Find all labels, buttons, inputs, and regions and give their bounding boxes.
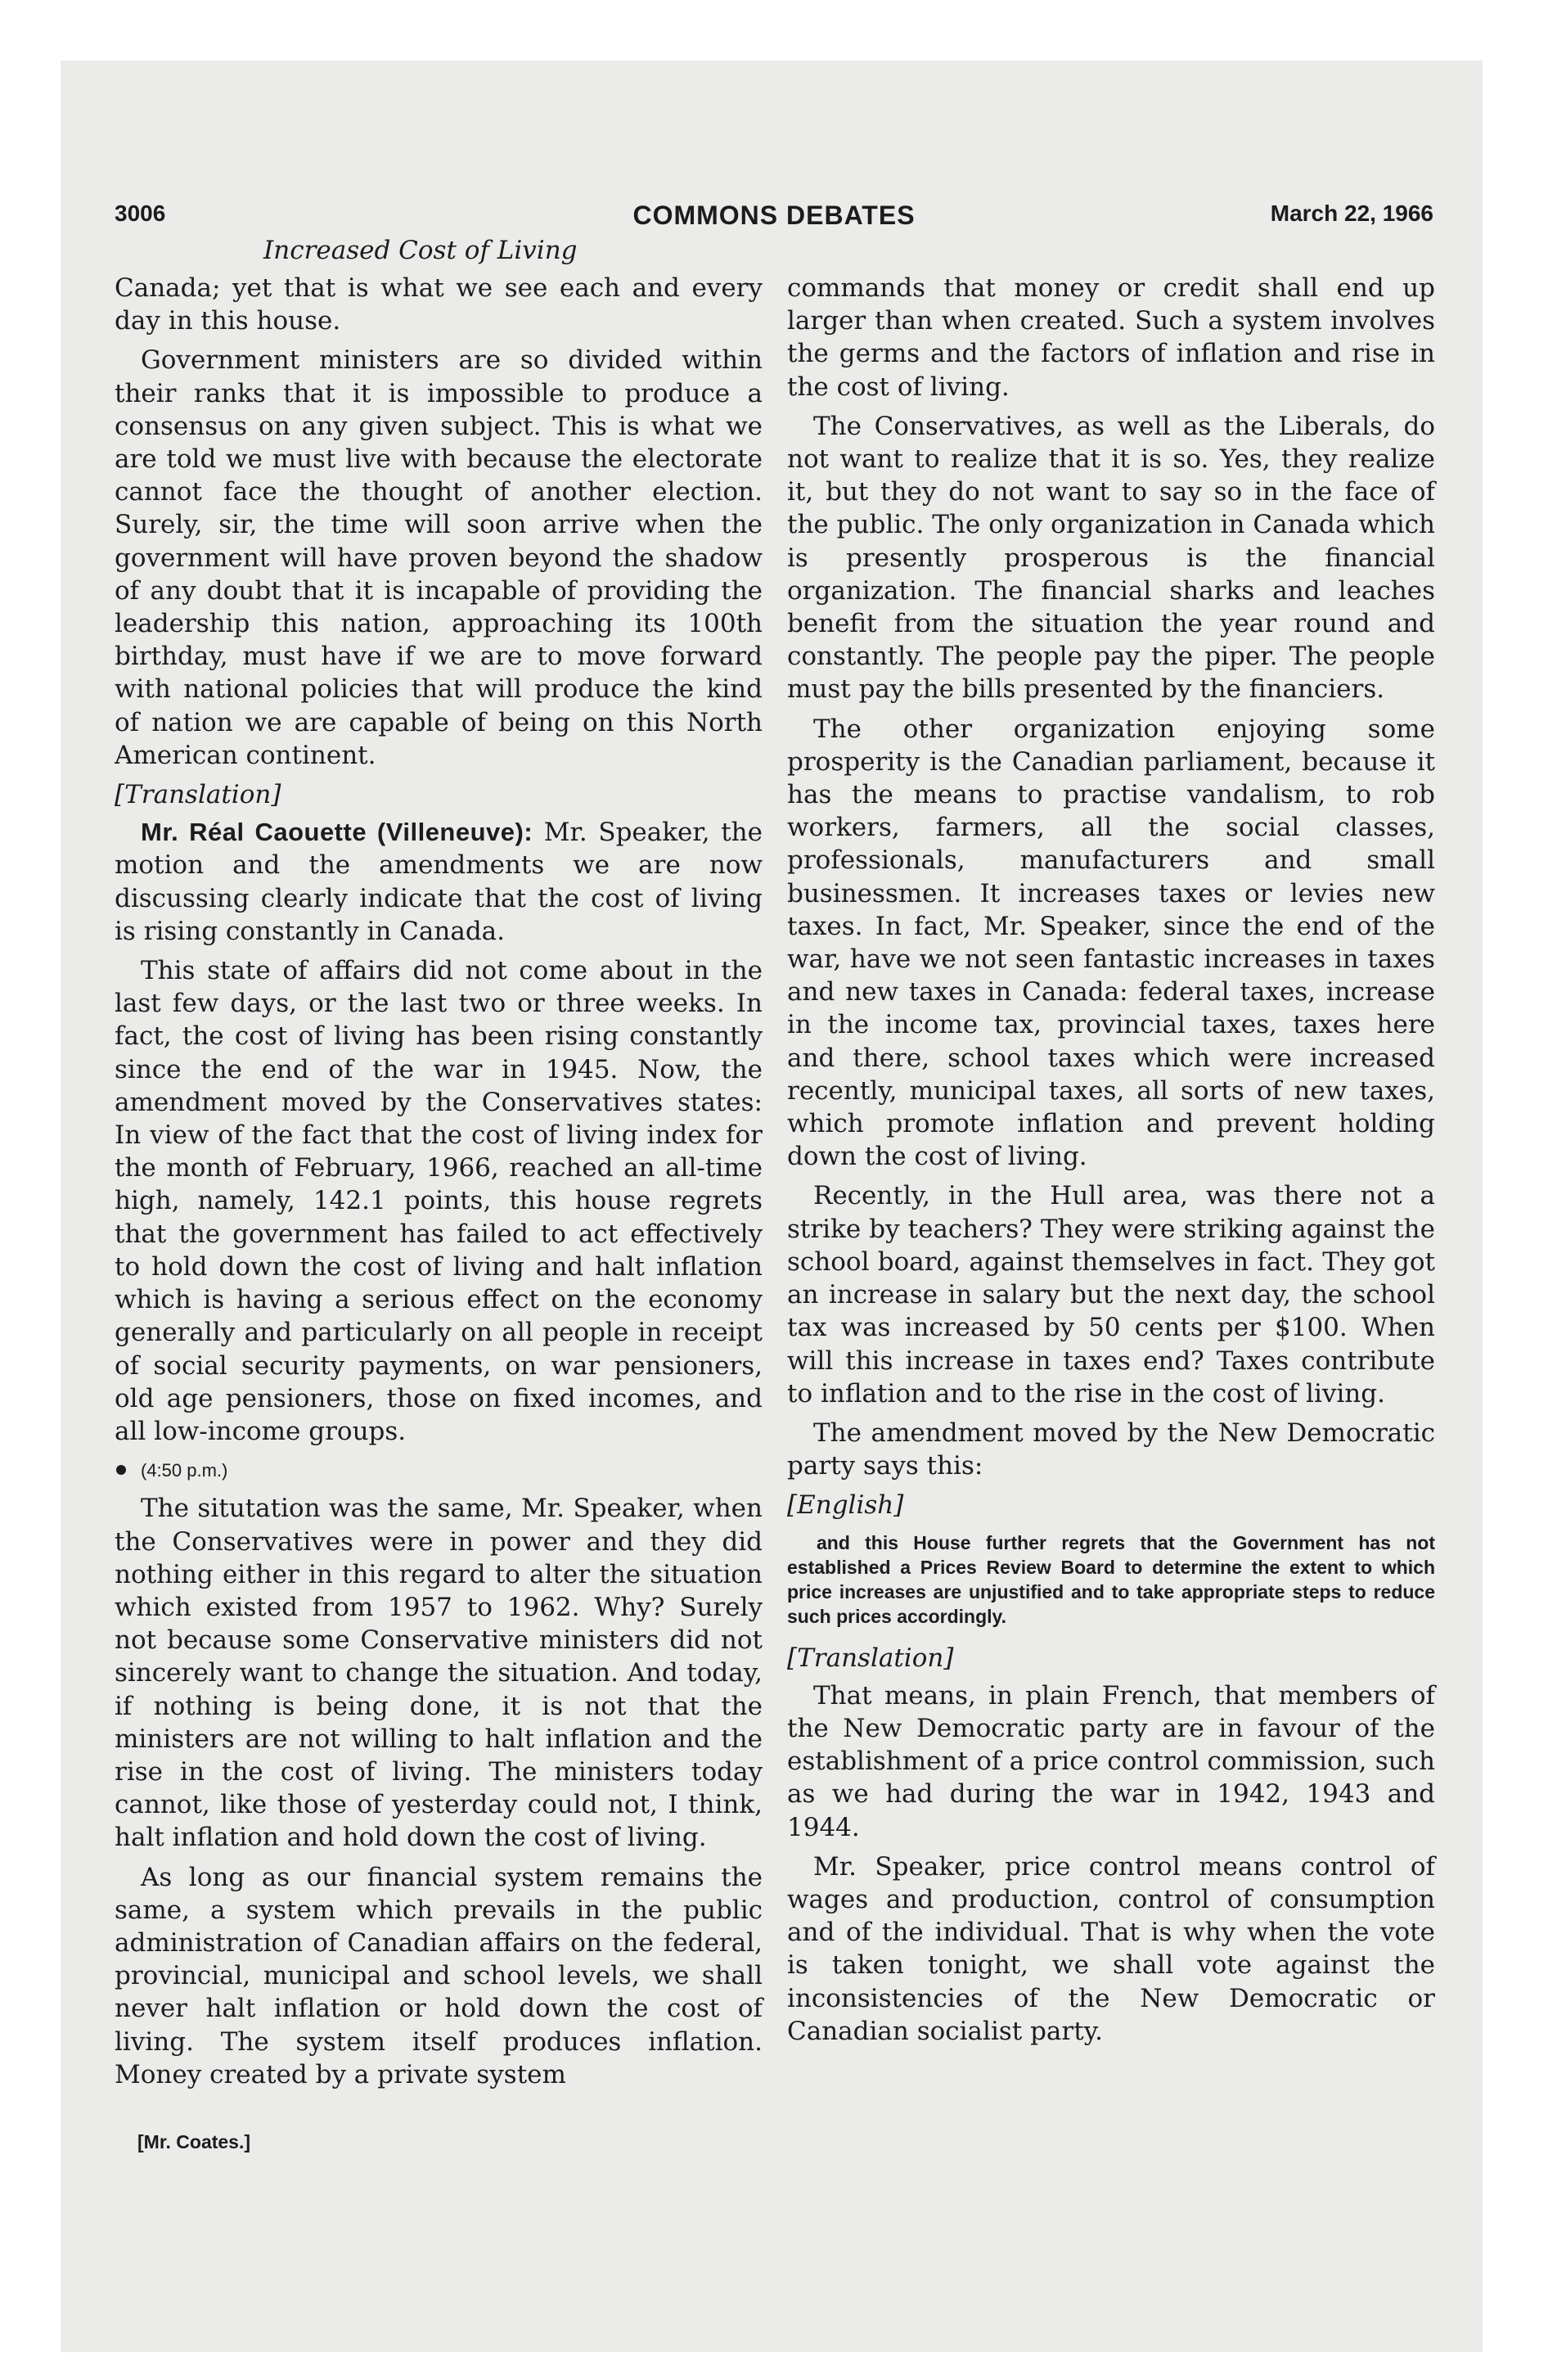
- paragraph: As long as our financial system remains the same, a system which prevails in the public administration of Canadian affairs on the federal, provincial, municipal and school levels, we shall never halt inflation or hold down the cost of living. The system itself produces inflation. Money created by a private system: [115, 1862, 763, 2089]
- paragraph: The situtation was the same, Mr. Speaker, when the Conservatives were in power and they did nothing either in this regard to alter the situation which existed from 1957 to 1962. Why? Surely not because some Conservative ministers did not sincerely want to change the situation. And today, if nothing is being done, it is not that the ministers are not willing to halt inflation and the rise in the cost of living. The ministers today cannot, like those of yesterday could not, I think, halt inflation and hold down the cost of living.: [115, 1494, 763, 1853]
- speaker-paragraph: [115, 816, 763, 948]
- paragraph: This state of affairs did not come about in the last few days, or the last two or three weeks. In fact, the cost of living has been rising constantly since the end of the war in 1945. Now, the amendment moved by the Conservatives states: In view of the fact that the cost of living index for the month of February, 1966, reached an all-time high, namely, 142.1 points, this house regrets that the government has failed to act effectively to hold down the cost of living and halt inflation which is having a serious effect on the economy generally and particularly on all people in receipt of social security payments, on war pensioners, old age pensioners, those on fixed incomes, and all low-income groups.: [115, 956, 763, 1446]
- publication-date: March 22, 1966: [1270, 201, 1433, 226]
- translation-label: [Translation]: [787, 1643, 954, 1673]
- page-number: 3006: [115, 201, 166, 226]
- translation-label: [Translation]: [115, 780, 281, 810]
- speaker-name: Mr. Réal Caouette (Villeneuve):: [141, 818, 533, 847]
- footer-note: [Mr. Coates.]: [137, 2131, 251, 2152]
- english-label: [English]: [787, 1490, 904, 1521]
- paragraph: Government ministers are so divided within their ranks that it is impossible to produce a consensus on any given subject. This is what we are told we must live with because the electorate cannot face the thought of another election. Surely, sir, the time will soon arrive when the government will have proven beyond the shadow of any doubt that it is incapable of providing the leadership this nation, approaching its 100th birthday, must have if we are to move forward with national policies that will produce the kind of nation we are capable of being on this North American continent.: [115, 345, 763, 770]
- amendment-quote: and this House further regrets that the Government has not established a Prices Review Board to determine the extent to which price increases are unjustified and to take appropriate steps to reduce such prices accordingly.: [787, 1531, 1435, 1627]
- paragraph: Canada; yet that is what we see each and every day in this house.: [115, 273, 763, 336]
- left-column: [115, 272, 763, 2098]
- paragraph: Recently, in the Hull area, was there not a strike by teachers? They were striking against the school board, against themselves in fact. They got an increase in salary but the next day, the school tax was increased by 50 cents per $100. When will this increase in taxes end? Taxes contribute to inflation and to the rise in the cost of living.: [787, 1181, 1435, 1409]
- paragraph: That means, in plain French, that members of the New Democratic party are in favour of the establishment of a price control commission, such as we had during the war in 1942, 1943 and 1944.: [787, 1680, 1435, 1842]
- subject-heading: Increased Cost of Living: [263, 236, 578, 265]
- page-header: [115, 201, 1433, 235]
- time-marker: [115, 1454, 763, 1487]
- paragraph: commands that money or credit shall end up larger than when created. Such a system involves the germs and the factors of inflation and rise in the cost of living.: [787, 273, 1435, 402]
- paragraph: The other organization enjoying some prosperity is the Canadian parliament, because it has the means to practise vandalism, to rob workers, farmers, all the social classes, professionals, manufacturers and small businessmen. It increases taxes or levies new taxes. In fact, Mr. Speaker, since the end of the war, have we not seen fantastic increases in taxes and new taxes in Canada: federal taxes, increase in the income tax, provincial taxes, taxes here and there, school taxes which were increased recently, municipal taxes, all sorts of new taxes, which promote inflation and prevent holding down the cost of living.: [787, 714, 1435, 1172]
- paragraph: The Conservatives, as well as the Liberals, do not want to realize that it is so. Yes, they realize it, but they do not want to say so in the face of the public. The only organization in Canada which is presently prosperous is the financial organization. The financial sharks and leaches benefit from the situation the year round and constantly. The people pay the piper. The people must pay the bills presented by the financiers.: [787, 411, 1435, 705]
- right-column: [787, 272, 1435, 2054]
- time-stamp: (4:50 p.m.): [141, 1460, 228, 1481]
- paragraph: The amendment moved by the New Democratic party says this:: [787, 1418, 1435, 1481]
- paragraph-text: Mr. Speaker, the motion and the amendments we are now discussing clearly indicate that the cost of living is rising constantly in Canada.: [115, 818, 763, 946]
- publication-title: COMMONS DEBATES: [632, 201, 916, 230]
- paragraph: Mr. Speaker, price control means control of wages and production, control of consumption and of the individual. That is why when the vote is taken tonight, we shall vote against the inconsistencies of the New Democratic or Canadian socialist party.: [787, 1851, 1435, 2046]
- bullet-icon: [116, 1465, 126, 1475]
